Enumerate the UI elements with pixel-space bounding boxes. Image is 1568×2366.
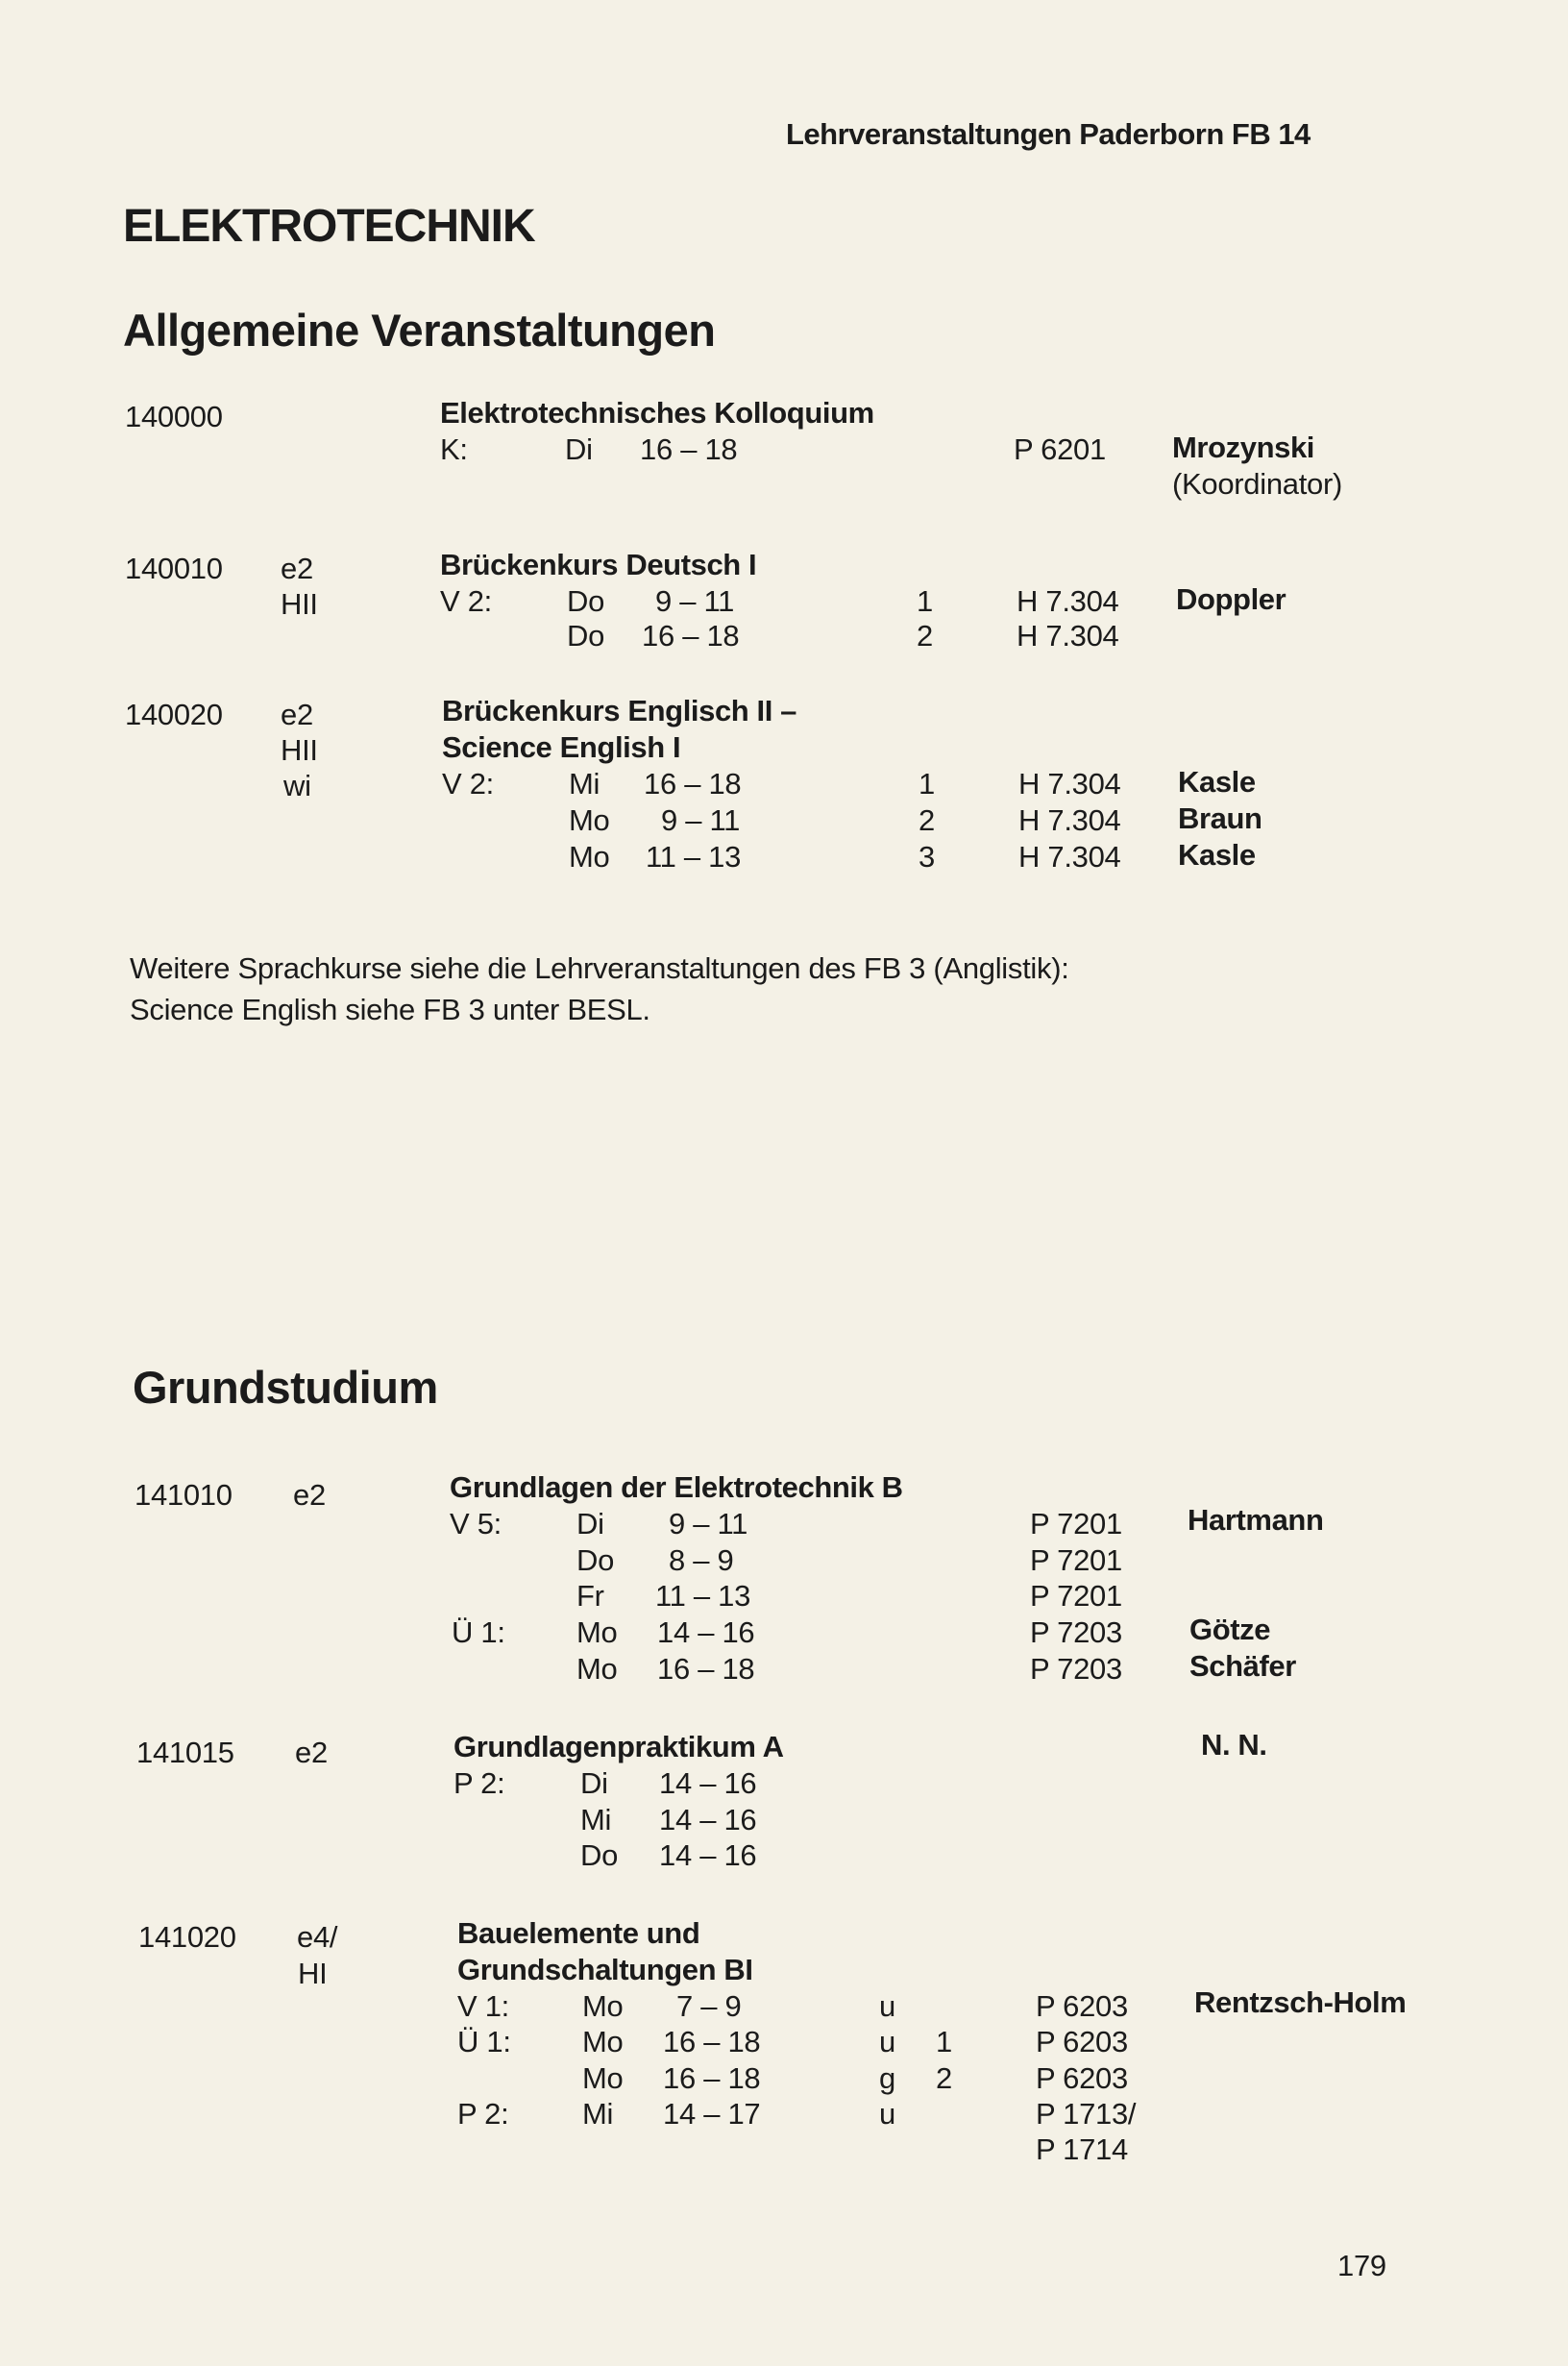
lecturer: Hartmann xyxy=(1188,1503,1324,1537)
course-number: 140000 xyxy=(125,400,223,433)
session-time: 11 – 13 xyxy=(655,1579,751,1613)
course-type: Ü 1: xyxy=(457,2025,511,2058)
session-time: 16 – 18 xyxy=(663,2025,761,2058)
page-title: ELEKTROTECHNIK xyxy=(123,201,535,252)
course-title-continued: Grundschaltungen BI xyxy=(457,1953,753,1986)
session-room: P 7201 xyxy=(1030,1507,1122,1540)
session-time: 16 – 18 xyxy=(640,432,738,466)
session-room: P 7203 xyxy=(1030,1615,1122,1649)
course-code: HI xyxy=(298,1957,328,1990)
course-number: 140020 xyxy=(125,698,223,731)
lecturer: Kasle xyxy=(1178,765,1256,799)
session-time: 16 – 18 xyxy=(657,1652,755,1686)
session-group: 1 xyxy=(919,767,935,801)
course-code: wi xyxy=(283,769,311,802)
course-number: 140010 xyxy=(125,552,223,585)
course-code: e4/ xyxy=(297,1920,338,1954)
session-mark: u xyxy=(879,1989,895,2023)
session-day: Di xyxy=(580,1766,608,1800)
course-number: 141010 xyxy=(135,1478,233,1512)
course-code: e2 xyxy=(281,698,313,731)
session-day: Mo xyxy=(582,2025,624,2058)
session-room: H 7.304 xyxy=(1018,803,1121,837)
lecturer: Schäfer xyxy=(1189,1649,1296,1683)
session-day: Mi xyxy=(582,2097,614,2131)
session-time: 14 – 16 xyxy=(659,1803,757,1836)
note-line: Science English siehe FB 3 unter BESL. xyxy=(130,993,650,1026)
session-day: Fr xyxy=(576,1579,604,1613)
session-day: Mo xyxy=(582,1989,624,2023)
session-room: H 7.304 xyxy=(1017,619,1119,653)
session-time: 14 – 16 xyxy=(657,1615,755,1649)
session-room: P 7201 xyxy=(1030,1579,1122,1613)
session-day: Mo xyxy=(569,803,610,837)
session-group: 2 xyxy=(917,619,933,653)
running-header: Lehrveranstaltungen Paderborn FB 14 xyxy=(786,117,1311,151)
session-mark: u xyxy=(879,2097,895,2131)
course-type: K: xyxy=(440,432,468,466)
session-time: 14 – 16 xyxy=(659,1766,757,1800)
course-type: V 2: xyxy=(442,767,494,801)
session-day: Do xyxy=(576,1543,615,1577)
course-title-continued: Science English I xyxy=(442,730,681,764)
course-code: e2 xyxy=(293,1478,326,1512)
session-day: Mo xyxy=(582,2061,624,2095)
course-type: Ü 1: xyxy=(452,1615,505,1649)
session-group: 1 xyxy=(917,584,933,618)
lecturer: Mrozynski xyxy=(1172,431,1314,464)
session-day: Di xyxy=(576,1507,604,1540)
lecturer: Rentzsch-Holm xyxy=(1194,1985,1407,2019)
course-type: P 2: xyxy=(457,2097,509,2131)
session-time: 7 – 9 xyxy=(676,1989,742,2023)
session-room: H 7.304 xyxy=(1017,584,1119,618)
course-type: V 1: xyxy=(457,1989,509,2023)
session-time: 11 – 13 xyxy=(646,840,742,874)
session-room: P 7201 xyxy=(1030,1543,1122,1577)
lecturer: Kasle xyxy=(1178,838,1256,872)
session-room: P 6201 xyxy=(1014,432,1106,466)
session-day: Mo xyxy=(576,1652,618,1686)
session-day: Mo xyxy=(576,1615,618,1649)
lecturer: Doppler xyxy=(1176,582,1286,616)
session-room: H 7.304 xyxy=(1018,840,1121,874)
session-mark: u xyxy=(879,2025,895,2058)
session-time: 16 – 18 xyxy=(644,767,742,801)
session-day: Mi xyxy=(580,1803,612,1836)
course-code: e2 xyxy=(281,552,313,585)
lecturer: N. N. xyxy=(1201,1728,1267,1762)
course-title: Elektrotechnisches Kolloquium xyxy=(440,396,874,430)
lecturer-note: (Koordinator) xyxy=(1172,467,1343,501)
section-heading-grundstudium: Grundstudium xyxy=(133,1362,438,1413)
session-room: H 7.304 xyxy=(1018,767,1121,801)
course-code: HII xyxy=(281,587,318,621)
session-day: Do xyxy=(580,1838,619,1872)
course-type: V 5: xyxy=(450,1507,502,1540)
page-number: 179 xyxy=(1337,2249,1386,2282)
session-room: P 1713/ xyxy=(1036,2097,1137,2131)
course-number: 141015 xyxy=(136,1736,234,1769)
session-group: 1 xyxy=(936,2025,952,2058)
course-code: HII xyxy=(281,733,318,767)
session-room: P 7203 xyxy=(1030,1652,1122,1686)
session-room-continued: P 1714 xyxy=(1036,2132,1128,2166)
session-day: Mi xyxy=(569,767,600,801)
course-type: P 2: xyxy=(453,1766,505,1800)
session-time: 16 – 18 xyxy=(663,2061,761,2095)
course-title: Brückenkurs Deutsch I xyxy=(440,548,757,581)
course-number: 141020 xyxy=(138,1920,236,1954)
session-room: P 6203 xyxy=(1036,2061,1128,2095)
session-time: 8 – 9 xyxy=(669,1543,734,1577)
session-time: 14 – 17 xyxy=(663,2097,761,2131)
session-room: P 6203 xyxy=(1036,2025,1128,2058)
section-heading-allgemeine: Allgemeine Veranstaltungen xyxy=(123,305,716,356)
session-room: P 6203 xyxy=(1036,1989,1128,2023)
course-code: e2 xyxy=(295,1736,328,1769)
session-group: 3 xyxy=(919,840,935,874)
session-mark: g xyxy=(879,2061,895,2095)
session-time: 9 – 11 xyxy=(661,803,741,837)
session-day: Di xyxy=(565,432,593,466)
course-title: Bauelemente und xyxy=(457,1916,700,1950)
session-day: Do xyxy=(567,584,605,618)
session-time: 16 – 18 xyxy=(642,619,740,653)
course-type: V 2: xyxy=(440,584,492,618)
session-day: Do xyxy=(567,619,605,653)
lecturer: Götze xyxy=(1189,1613,1271,1646)
session-time: 9 – 11 xyxy=(655,584,735,618)
note-line: Weitere Sprachkurse siehe die Lehrveranstaltungen des FB 3 (Anglistik): xyxy=(130,951,1069,985)
session-time: 9 – 11 xyxy=(669,1507,748,1540)
course-title: Brückenkurs Englisch II – xyxy=(442,694,797,727)
session-group: 2 xyxy=(936,2061,952,2095)
session-time: 14 – 16 xyxy=(659,1838,757,1872)
course-title: Grundlagen der Elektrotechnik B xyxy=(450,1470,903,1504)
lecturer: Braun xyxy=(1178,801,1262,835)
session-group: 2 xyxy=(919,803,935,837)
session-day: Mo xyxy=(569,840,610,874)
course-title: Grundlagenpraktikum A xyxy=(453,1730,784,1763)
